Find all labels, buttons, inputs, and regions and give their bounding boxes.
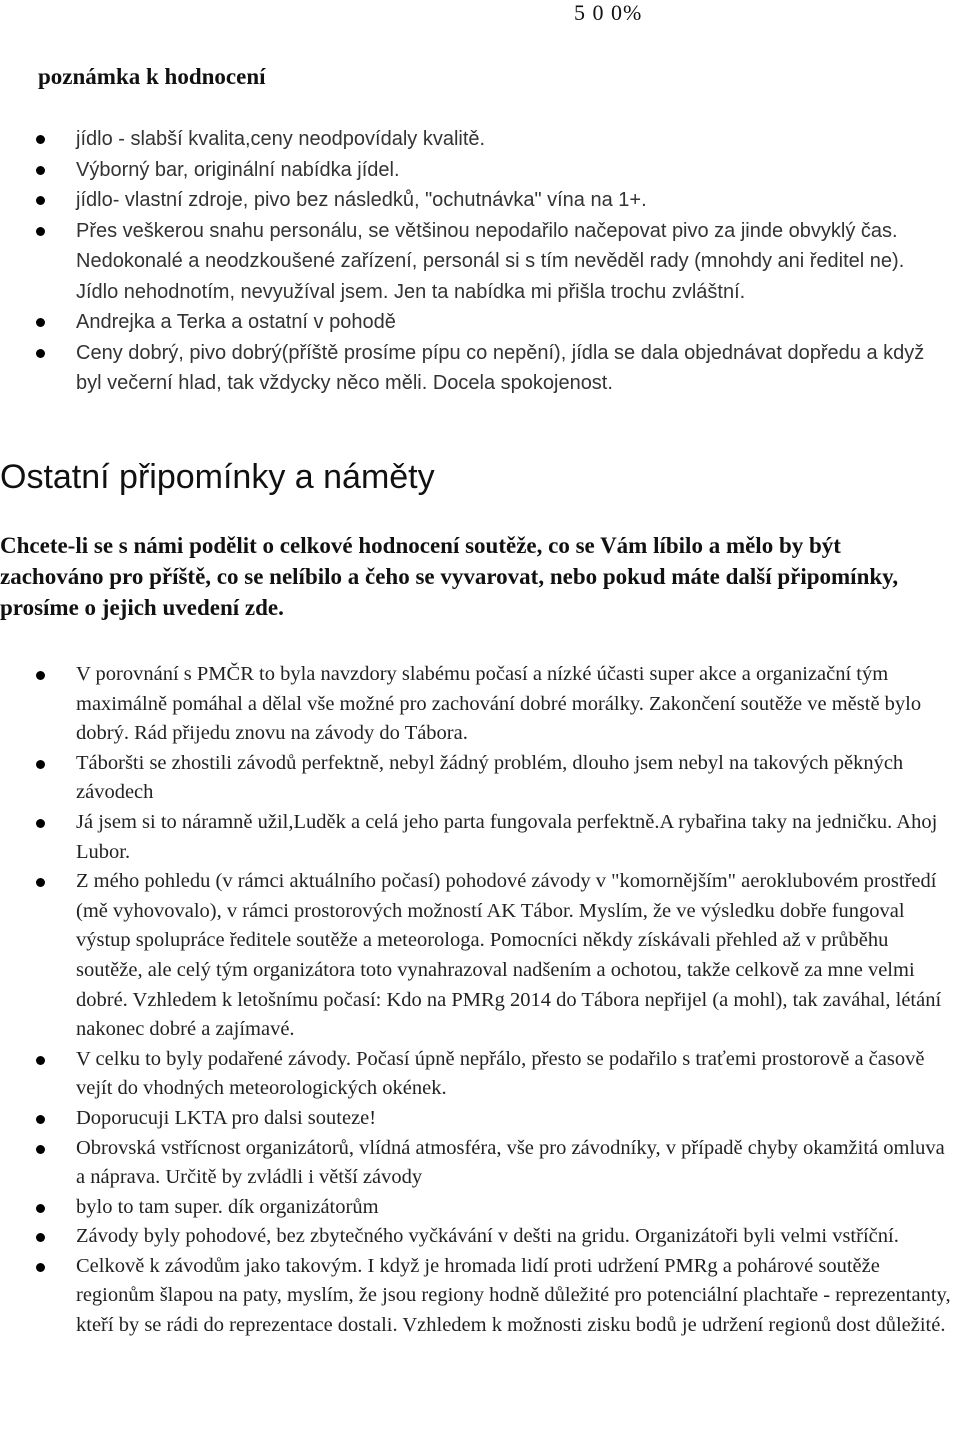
bullet-icon (36, 1233, 45, 1242)
bullet-icon (36, 1115, 45, 1124)
list-item-text: Obrovská vstřícnost organizátorů, vlídná atmosféra, vše pro závodníky, v případě chyby okamžitá omluva a náprava. Určitě by zvládli i větší závody (76, 1136, 945, 1189)
list-item (0, 1222, 960, 1252)
bullet-icon (36, 671, 45, 680)
bullet-icon (36, 1056, 45, 1065)
list-item-text: Z mého pohledu (v rámci aktuálního počasí) pohodové závody v "komornějším" aeroklubovém prostředí (mě vyhovovalo), v rámci prostorových možností AK Tábor. Myslím, že ve výsledku dobře fungoval výstup spolupráce ředitele soutěže a meteorologa. Pomocníci někdy získávali přehled až v průběhu soutěže, ale celý tým organizátora toto vynahrazoval nadšením a ochotou, takže celkově za mne velmi dobré. Vzhledem k letošnímu počasí: Kdo na PMRg 2014 do Tábora nepřijel (a mohl), tak zaváhal, létání nakonec dobré a zajímavé. (76, 870, 942, 1041)
list-item-text: Celkově k závodům jako takovým. I když je hromada lidí proti udržení PMRg a pohárové soutěže regionům šlapou na paty, myslím, že jsou regiony hodně důležité pro potenciální plachtaře - reprezentanty, kteří by se rádi do reprezentace dostali. Vzhledem k možnosti zisku bodů je udržení regionů dost důležité. (76, 1254, 951, 1337)
list-item-text: Ceny dobrý, pivo dobrý(příště prosíme pípu co nepění), jídla se dala objednávat dopředu a když byl večerní hlad, tak vždycky něco měli. Docela spokojenost. (76, 341, 925, 394)
list-item (0, 185, 960, 216)
list-item (0, 338, 960, 399)
list-item-text: bylo to tam super. dík organizátorům (76, 1195, 379, 1218)
list-item (0, 124, 960, 155)
list-item-text: Andrejka a Terka a ostatní v pohodě (76, 311, 396, 333)
list-item (0, 808, 960, 867)
comments-list (0, 660, 960, 1341)
list-item-text: Doporucuji LKTA pro dalsi souteze! (76, 1106, 377, 1129)
list-item-text: Závody byly pohodové, bez zbytečného vyčkávání v dešti na gridu. Organizátoři byli velmi vstříční. (76, 1225, 899, 1248)
bullet-icon (36, 878, 45, 887)
list-item-text: Já jsem si to náramně užil,Luděk a celá jeho parta fungovala perfektně.A rybařina taky na jedničku. Ahoj Lubor. (76, 810, 938, 863)
list-item (0, 1193, 960, 1223)
section-title: Ostatní připomínky a náměty (0, 458, 435, 496)
bullet-icon (36, 166, 45, 175)
note-heading: poznámka k hodnocení (38, 64, 266, 89)
list-item-text: jídlo- vlastní zdroje, pivo bez následků, "ochutnávka" vína na 1+. (76, 189, 647, 211)
list-item (0, 216, 960, 308)
bullet-icon (36, 318, 45, 327)
list-item (0, 307, 960, 338)
bullet-icon (36, 1204, 45, 1213)
list-item-text: V celku to byly podařené závody. Počasí úpně nepřálo, přesto se podařilo s traťemi prostorově a časově vejít do vhodných meteorologických okének. (76, 1047, 925, 1100)
list-item-text: Táboršti se zhostili závodů perfektně, nebyl žádný problém, dlouho jsem nebyl na takových pěkných závodech (76, 751, 904, 804)
list-item (0, 1134, 960, 1193)
bullet-icon (36, 227, 45, 236)
bullet-icon (36, 819, 45, 828)
list-item (0, 1252, 960, 1341)
list-item (0, 749, 960, 808)
list-item-text: Přes veškerou snahu personálu, se většinou nepodařilo načepovat pivo za jinde obvyklý čas. Nedokonalé a neodzkoušené zařízení, personál si s tím nevěděl rady (mnohdy ani ředitel ne). Jídlo nehodnotím, nevyužíval jsem. Jen ta nabídka mi přišla trochu zvláštní. (76, 219, 905, 303)
list-item (0, 1104, 960, 1134)
percentage-label: 5 0 0% (574, 0, 643, 25)
notes-list (0, 124, 960, 399)
list-item (0, 660, 960, 749)
list-item (0, 155, 960, 186)
bullet-icon (36, 196, 45, 205)
bullet-icon (36, 135, 45, 144)
list-item-text: V porovnání s PMČR to byla navzdory slabému počasí a nízké účasti super akce a organizační tým maximálně pomáhal a dělal vše možné pro zachování dobré morálky. Zakončení soutěže ve městě bylo dobrý. Rád přijedu znovu na závody do Tábora. (76, 663, 922, 745)
bullet-icon (36, 349, 45, 358)
list-item (0, 867, 960, 1045)
bullet-icon (36, 1145, 45, 1154)
bullet-icon (36, 1263, 45, 1272)
bullet-icon (36, 760, 45, 769)
list-item (0, 1045, 960, 1104)
list-item-text: jídlo - slabší kvalita,ceny neodpovídaly kvalitě. (76, 128, 486, 150)
section-prompt: Chcete-li se s námi podělit o celkové hodnocení soutěže, co se Vám líbilo a mělo by být zachováno pro příště, co se nelíbilo a čeho se vyvarovat, nebo pokud máte další připomínky, prosíme o jejich uvedení zde. (0, 533, 899, 620)
list-item-text: Výborný bar, originální nabídka jídel. (76, 158, 400, 181)
